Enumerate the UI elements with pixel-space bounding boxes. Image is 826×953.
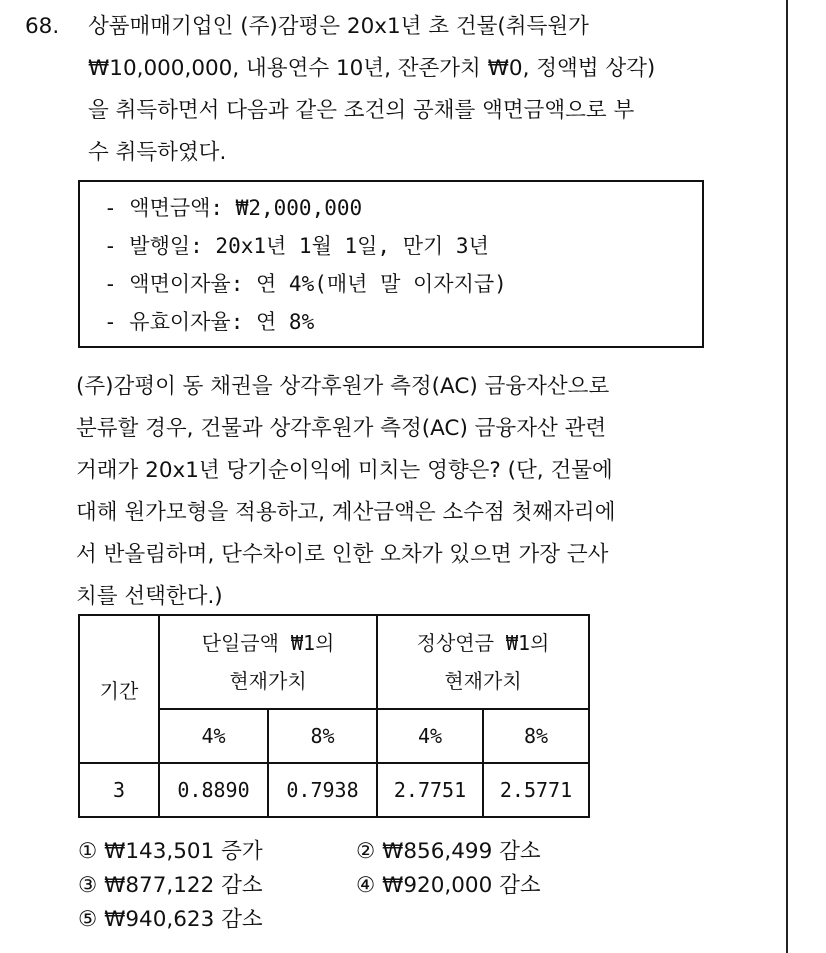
rate-header: 8% [268,709,377,763]
single-sum-header [159,615,377,709]
stem-line: 수 취득하였다. [88,140,227,165]
rate-header: 8% [483,709,589,763]
body-line: 거래가 20x1년 당기순이익에 미치는 영향은? (단, 건물에 [76,458,613,483]
condition-effective-rate: - 유효이자율: 연 8% [104,310,315,334]
stem-line: 을 취득하면서 다음과 같은 조건의 공채를 액면금액으로 부 [88,98,635,123]
question-stem [88,6,655,174]
condition-coupon-rate: - 액면이자율: 연 4%(매년 말 이자지급) [104,272,507,296]
body-line: 서 반올림하며, 단수차이로 인한 오차가 있으면 가장 근사 [76,542,609,567]
rate-header: 4% [377,709,483,763]
stem-line: 상품매매기업인 (주)감평은 20x1년 초 건물(취득원가 [88,14,589,39]
question-number: 68. [25,14,60,39]
choice-4[interactable]: ④ ₩920,000 감소 [356,873,541,898]
present-value-table [78,614,590,818]
choice-5[interactable]: ⑤ ₩940,623 감소 [78,907,263,932]
annuity-header-line2: 현재가치 [444,669,522,693]
stem-line: ₩10,000,000, 내용연수 10년, 잔존가치 ₩0, 정액법 상각) [88,56,656,81]
choice-3[interactable]: ③ ₩877,122 감소 [78,873,263,898]
period-header: 기간 [79,615,159,763]
choice-1[interactable]: ① ₩143,501 증가 [78,839,263,864]
value-cell: 2.5771 [483,763,589,817]
annuity-header-line1: 정상연금 ₩1의 [416,631,550,655]
condition-face-amount: - 액면금액: ₩2,000,000 [104,196,363,220]
value-cell: 2.7751 [377,763,483,817]
value-cell: 0.7938 [268,763,377,817]
single-sum-header-line1: 단일금액 ₩1의 [201,631,335,655]
bond-conditions-box [78,180,704,348]
table-row [79,763,589,817]
period-cell: 3 [79,763,159,817]
column-divider [786,0,788,953]
body-line: 치를 선택한다.) [76,584,223,609]
single-sum-header-line2: 현재가치 [229,669,307,693]
body-line: 대해 원가모형을 적용하고, 계산금액은 소수점 첫째자리에 [76,500,616,525]
body-line: (주)감평이 동 채권을 상각후원가 측정(AC) 금융자산으로 [76,374,610,399]
rate-header: 4% [159,709,268,763]
condition-issue-date: - 발행일: 20x1년 1월 1일, 만기 3년 [104,234,489,258]
question-body [76,366,615,618]
choice-2[interactable]: ② ₩856,499 감소 [356,839,541,864]
body-line: 분류할 경우, 건물과 상각후원가 측정(AC) 금융자산 관련 [76,416,607,441]
annuity-header [377,615,589,709]
value-cell: 0.8890 [159,763,268,817]
